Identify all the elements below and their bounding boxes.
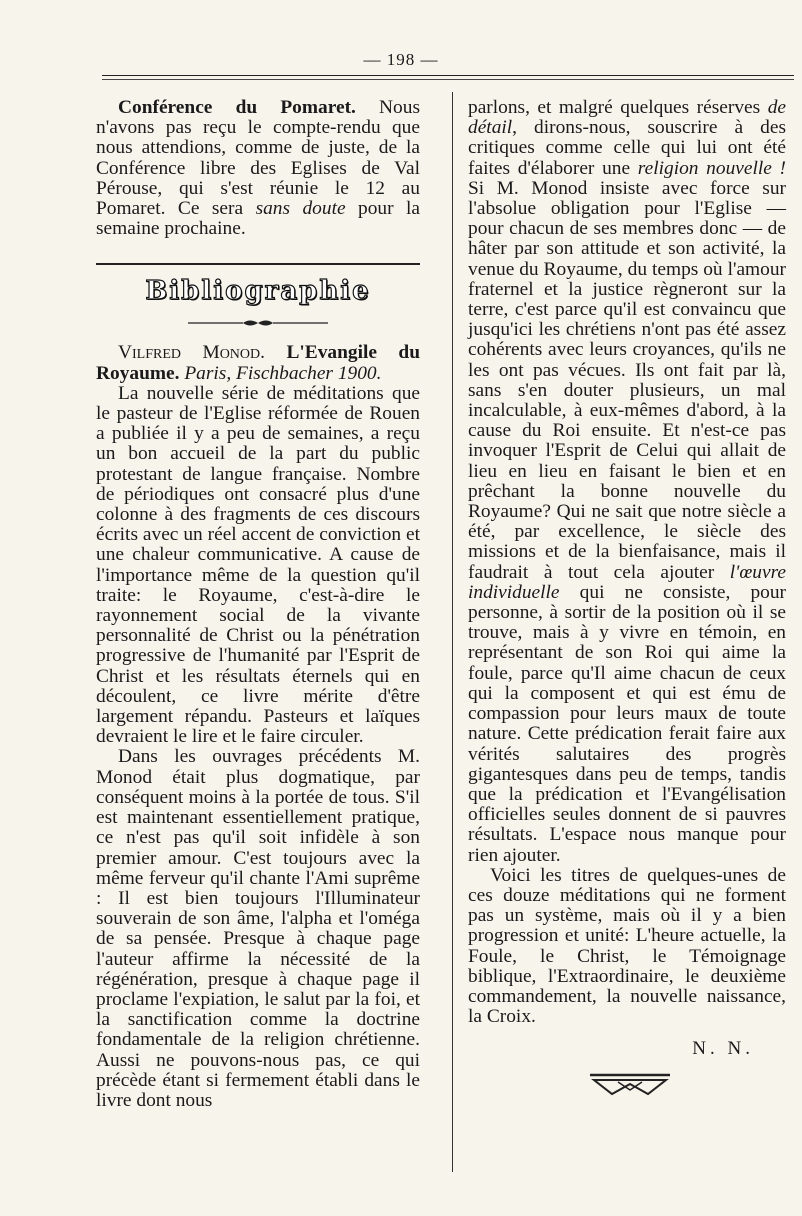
italic-run: religion nouvelle ! [637,157,787,179]
italic-run: de détail [468,97,786,139]
right-column [468,98,786,1098]
italic-run: l'œuvre individuelle [468,561,786,603]
review-title: L'Evangile du Royaume. [96,342,420,384]
conference-title: Conférence du Pomaret. [118,97,356,118]
review-citation [96,343,420,383]
review-paragraph-continued [468,98,786,866]
text-run: Si M. Monod insiste avec force sur l'absolue obligation pour l'Eglise — pour chacun de ses membres donc — de hâter par son attitude et son activité, la venue du Royaume, du temps où l'amour fraternel et la justice règneront sur la terre, c'est parce qu'il est convaincu que jusqu'ici les chrétiens n'ont pas été assez cohérents avec leurs croyances, qu'ils ne les ont pas vécues. Ils ont fait par là, sans s'en douter plusieurs, un mal incalculable, à eux-mêmes d'abord, à la cause du Roi ensuite. Et n'est-ce pas invoquer l'Esprit de Celui qui allait de lieu en lieu en faisant le bien et en prêchant la bonne nouvelle du Royaume? Qui ne sait que notre siècle a été, par excellence, le siècle des missions et de la bienfaisance, mais il faudrait à tout cela ajouter [468,177,786,583]
review-author: Vilfred Monod. [118,342,265,364]
section-rule [96,263,420,265]
review-paragraph-2: Dans les ouvrages précédents M. Monod était plus dogmatique, par conséquent moins à la portée de tous. S'il est maintenant essentiellement pratique, ce n'est pas qu'il soit infidèle à son premier amour. C'est toujours avec la même ferveur qu'il chante l'Ami suprême : Il est bien toujours l'Illuminateur souverain de son âme, l'alpha et l'oméga de sa pensée. Presque à chaque page l'auteur affirme la nécessité de la régénération, presque à chaque page il proclame l'expiation, le salut par la foi, et la sanctification comme la doctrine fondamentale de la religion chrétienne. Aussi ne pouvons-nous pas, ce qui précède étant si fermement établi dans le livre dont nous [96,746,420,1111]
conference-body-1: Nous n'avons pas reçu le compte-rendu que nous attendions, comme de juste, de la Conférence libre des Eglises de Val Pérouse, qui s'est réunie le 12 au Pomaret. Ce sera [96,97,420,220]
heading-ornament-icon [188,317,328,329]
review-imprint: Paris, Fischbacher 1900. [179,362,382,384]
left-column [96,98,420,1111]
bibliography-heading-wrap [96,276,420,311]
header-rule-thin [102,79,794,80]
end-ornament-icon [588,1072,672,1098]
text-run: , dirons-nous, souscrire à des critiques comme celle qui lui ont été faites d'élaborer une [468,117,786,179]
conference-body-2: pour la semaine prochaine. [96,198,420,240]
conference-body-italic: sans doute [255,198,346,220]
review-paragraph-1: La nouvelle série de méditations que le pasteur de l'Eglise réformée de Rouen a publiée il y a peu de semaines, a reçu un bon accueil de la part du public protestant de langue française. Nombre de périodiques ont consacré plus d'une colonne à des fragments de ces discours écrits avec un réel accent de conviction et une chaleur communicative. A cause de l'importance même de la question qu'il traite: le Royaume, c'est-à-dire le rayonnement social de la vivante personnalité de Christ ou la pénétration progressive de l'humanité par l'Esprit de Christ et les résultats éternels qui en découlent, ce livre mérite d'être largement répandu. Pasteurs et laïques devraient le lire et le faire circuler. [96,382,420,748]
review-titles-paragraph: Voici les titres de quelques-unes de ces douze méditations qui ne forment pas un système, mais où il y a bien progression et unité: L'heure actuelle, la Foule, le Christ, le Témoignage biblique, l'Extraordinaire, le deuxième commandement, la nouvelle naissance, la Croix. [468,864,786,1028]
header-rule [102,75,794,76]
text-run: parlons, et malgré quelques réserves [468,97,768,118]
page-number: — 198 — [363,50,439,69]
signature: N. N. [692,1038,754,1060]
column-divider [452,92,453,1172]
text-run: qui ne consiste, pour personne, à sortir de la position où il se trouve, mais à y vivre en témoin, en représentant de son Roi qui aime la foule, parce qu'Il aime chacun de ceux qui la composent et qui est ému de compassion pour leurs maux de toute nature. Cette prédication ferait faire aux vérités salutaires des progrès gigantesques dans peu de temps, tandis que la prédication et l'Evangélisation officielles seules donnent de si pauvres résultats. L'espace nous manque pour rien ajouter. [468,581,786,866]
conference-notice [96,98,420,239]
bibliography-heading: Bibliographie [145,276,371,307]
